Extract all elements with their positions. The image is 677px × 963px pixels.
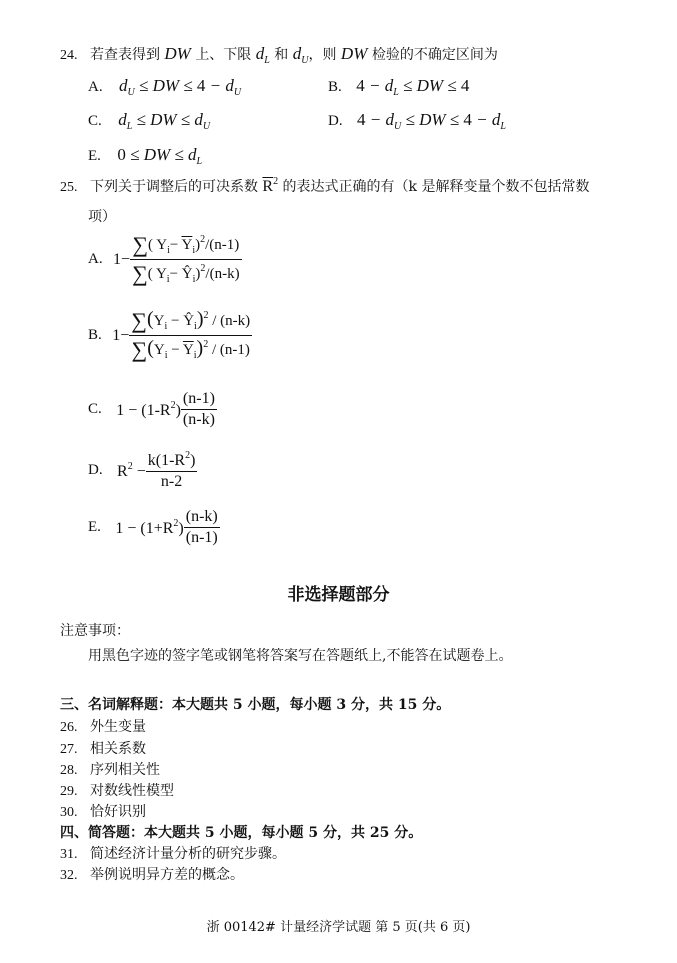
q25-stem-line2: 项） xyxy=(88,209,116,225)
part4-heading: 四、简答题：本大题共 5 小题，每小题 5 分，共 25 分。 xyxy=(60,825,423,841)
list-item xyxy=(60,716,146,736)
q25-stem-a: 下列关于调整后的可决系数 xyxy=(89,179,258,195)
notice-body: 用黑色字迹的签字笔或钢笔将答案写在答题纸上,不能答在试题卷上。 xyxy=(88,648,513,664)
q24-dl: $d_L$ xyxy=(255,44,270,66)
list-item xyxy=(60,843,286,863)
option-label: A. xyxy=(88,251,103,267)
q24-option-d xyxy=(328,110,506,132)
option-fraction: $\frac{\sum( Y_i- \overline{Y}_i)^2/(n-1)}{\sum( Y_i- Ŷ_i)^2/(n-k)}$ xyxy=(132,232,240,286)
q25-option-e xyxy=(88,508,220,547)
item-number: 30. xyxy=(60,805,78,820)
q25-stem-b: 的表达式正确的有（k 是解释变量个数不包括常数 xyxy=(282,179,590,195)
item-text: 相关系数 xyxy=(89,741,146,757)
q24-number: 24. xyxy=(60,48,78,63)
option-formula: $R^2$ − xyxy=(117,460,146,480)
option-formula: 1− xyxy=(113,250,131,268)
item-number: 31. xyxy=(60,847,78,862)
q24-option-a xyxy=(88,76,241,98)
q24-option-b xyxy=(328,76,469,98)
q25-number: 25. xyxy=(60,180,78,195)
option-label: E. xyxy=(88,148,101,164)
option-formula: $4 - d_U$ ≤ DW ≤ $4 - d_L$ xyxy=(357,110,506,132)
option-label: A. xyxy=(88,79,103,95)
option-fraction: $\frac{(n-k)}{(n-1)}$ xyxy=(185,508,218,546)
option-label: C. xyxy=(88,113,102,129)
q25-stem-line1 xyxy=(60,176,589,196)
item-number: 26. xyxy=(60,720,78,735)
list-item xyxy=(60,738,146,758)
list-item xyxy=(60,780,174,800)
option-formula: $d_U$ ≤ DW ≤ $4 - d_U$ xyxy=(119,76,242,98)
item-number: 27. xyxy=(60,742,78,757)
option-fraction: $\frac{k(1-R^2)}{n-2}$ xyxy=(147,450,196,490)
option-formula: $1 - (1-R^2)$ xyxy=(116,399,181,419)
q24-stem-e: 检验的不确定区间为 xyxy=(371,47,498,63)
q24-stem-c: 和 xyxy=(274,47,289,63)
q24-stem-b: 上、下限 xyxy=(195,47,252,63)
q25-option-b xyxy=(88,308,252,363)
item-number: 28. xyxy=(60,763,78,778)
list-item xyxy=(60,864,244,884)
item-text: 简述经济计量分析的研究步骤。 xyxy=(89,846,286,862)
q25-option-a xyxy=(88,232,242,287)
option-label: D. xyxy=(328,113,343,129)
item-text: 恰好识别 xyxy=(89,804,146,820)
option-formula: $4 - d_L$ ≤ DW ≤ 4 xyxy=(356,76,470,98)
item-number: 29. xyxy=(60,784,78,799)
q24-du: $d_U$ xyxy=(292,44,309,66)
notice-title: 注意事项： xyxy=(60,623,130,639)
list-item xyxy=(60,801,146,821)
section-title: 非选择题部分 xyxy=(287,585,390,605)
option-label: B. xyxy=(88,327,102,343)
option-formula: $d_L$ ≤ DW ≤ $d_U$ xyxy=(118,110,211,132)
option-fraction: $\frac{\sum(Y_i - Ŷ_i)^2 / (n-k)}{\sum(Y_i - \overline{Y}_i)^2 / (n-1)}$ xyxy=(131,308,251,362)
q24-stem-a: 若查表得到 xyxy=(89,47,160,63)
q25-option-c xyxy=(88,390,217,429)
q24-dw2: DW xyxy=(340,44,368,63)
q24-dw: DW xyxy=(164,44,191,63)
option-fraction: $\frac{(n-1)}{(n-k)}$ xyxy=(182,390,215,428)
option-label: C. xyxy=(88,401,102,417)
option-formula: 0 ≤ DW ≤ $d_L$ xyxy=(117,145,203,167)
list-item xyxy=(60,759,160,779)
item-text: 序列相关性 xyxy=(89,762,160,778)
page-footer: 浙 00142# 计量经济学试题 第 5 页(共 6 页) xyxy=(206,920,471,935)
item-number: 32. xyxy=(60,868,78,883)
q25-rbar2: $\overline{R}^2$ xyxy=(262,176,279,195)
option-label: B. xyxy=(328,79,342,95)
option-formula: 1− xyxy=(112,326,130,344)
option-formula: $1 - (1+R^2)$ xyxy=(115,517,184,537)
option-label: E. xyxy=(88,519,101,535)
item-text: 外生变量 xyxy=(89,719,146,735)
q25-option-d xyxy=(88,450,197,491)
item-text: 对数线性模型 xyxy=(89,783,174,799)
q24-option-c xyxy=(88,110,210,132)
part3-heading: 三、名词解释题：本大题共 5 小题，每小题 3 分，共 15 分。 xyxy=(60,697,451,713)
option-label: D. xyxy=(88,462,103,478)
q24-option-e xyxy=(88,145,202,167)
item-text: 举例说明异方差的概念。 xyxy=(89,867,244,883)
q24-stem xyxy=(60,44,498,66)
q24-stem-d: ，则 xyxy=(308,47,337,63)
